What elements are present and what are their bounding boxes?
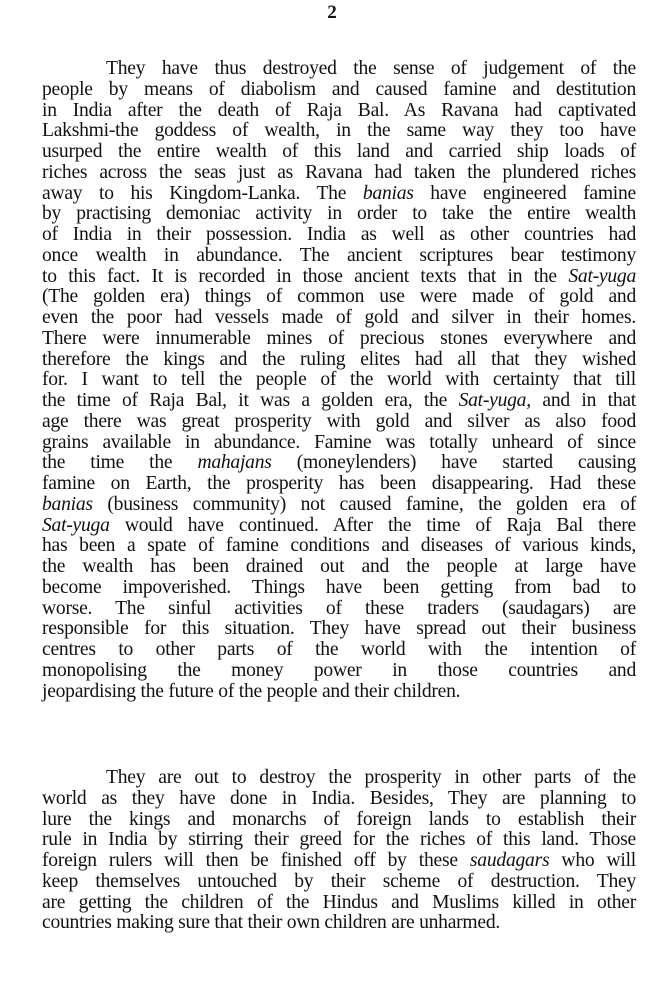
text-run: away to his Kingdom-Lanka. The <box>42 182 363 204</box>
text-run: of India in their possession. India as well as other countries had <box>42 224 636 245</box>
text-run: countries making sure that their own children are unharmed. <box>42 912 501 934</box>
text-run: foreign rulers will then be finished off by these <box>42 850 470 871</box>
text-run: the time the <box>42 452 198 474</box>
text-run: people by means of diabolism and caused famine and destitution <box>42 78 636 100</box>
text-run: therefore the kings and the ruling elites had all that they wished <box>42 348 636 370</box>
text-run: to this fact. It is recorded in those ancient texts that in the <box>42 265 569 287</box>
text-line <box>42 308 636 329</box>
text-line <box>42 350 636 371</box>
text-run: There were innumerable mines of precious stones everywhere and <box>42 327 636 349</box>
text-run: who will <box>549 850 636 871</box>
text-line <box>42 810 636 831</box>
italic-term: banias <box>362 182 414 204</box>
text-line <box>42 433 636 454</box>
text-line <box>42 163 636 184</box>
italic-term: Sat-yuga, <box>458 390 531 411</box>
text-run: usurped the entire wealth of this land and carried ship loads of <box>42 141 636 162</box>
text-run: They have thus destroyed the sense of judgement of the <box>106 58 636 79</box>
text-run: They are out to destroy the prosperity in other parts of the <box>106 767 636 788</box>
text-run: once wealth in abundance. The ancient scriptures bear testimony <box>42 244 636 266</box>
text-line <box>42 557 636 578</box>
text-line <box>42 495 636 516</box>
text-run: (The golden era) things of common use were made of gold and <box>42 286 636 308</box>
italic-term: saudagars <box>469 850 550 871</box>
text-line <box>42 768 636 789</box>
text-run: would have continued. After the time of Raja Bal there <box>109 514 636 536</box>
text-line <box>42 329 636 350</box>
italic-term: Sat-yuga <box>42 514 110 536</box>
text-line <box>42 830 636 851</box>
text-run: jeopardising the future of the people and their children. <box>42 680 461 702</box>
italic-term: banias <box>42 493 93 515</box>
text-run: are getting the children of the Hindus and Muslims killed in other <box>42 891 636 913</box>
text-line <box>42 578 636 599</box>
text-line <box>42 225 636 246</box>
text-line <box>42 682 636 703</box>
text-line <box>42 121 636 142</box>
text-run: age there was great prosperity with gold and silver as also food <box>42 410 636 432</box>
text-line <box>42 287 636 308</box>
text-run: centres to other parts of the world with the intention of <box>42 639 636 660</box>
text-line <box>42 391 636 412</box>
text-run: the time of Raja Bal, it was a golden era, the <box>42 390 459 411</box>
text-run: (moneylenders) have started causing <box>271 452 636 474</box>
text-run: (business community) not caused famine, the golden era of <box>92 493 636 515</box>
text-run: famine on Earth, the prosperity has been disappearing. Had these <box>42 473 636 494</box>
text-line <box>42 516 636 537</box>
text-run: lure the kings and monarchs of foreign lands to establish their <box>42 808 636 830</box>
text-run: rule in India by stirring their greed for the riches of this land. Those <box>42 829 636 851</box>
paragraph-2 <box>42 768 636 934</box>
italic-term: mahajans <box>197 452 272 474</box>
text-line <box>42 474 636 495</box>
text-line <box>42 789 636 810</box>
text-line <box>42 142 636 163</box>
italic-term: Sat-yuga <box>568 265 636 287</box>
text-line <box>42 204 636 225</box>
text-run: the wealth has been drained out and the people at large have <box>42 556 636 577</box>
text-line <box>42 619 636 640</box>
text-line <box>42 599 636 620</box>
text-run: by practising demoniac activity in order to take the entire wealth <box>42 203 636 225</box>
text-line <box>42 536 636 557</box>
text-line <box>42 412 636 433</box>
text-line <box>42 184 636 205</box>
text-run: for. I want to tell the people of the world with certainty that till <box>42 369 636 391</box>
text-run: become impoverished. Things have been getting from bad to <box>42 576 636 598</box>
text-run: even the poor had vessels made of gold and silver in their homes. <box>42 307 636 328</box>
text-run: responsible for this situation. They have spread out their business <box>42 618 636 640</box>
text-line <box>42 640 636 661</box>
text-line <box>42 893 636 914</box>
text-run: world as they have done in India. Besides, They are planning to <box>42 787 636 809</box>
text-run: keep themselves untouched by their scheme of destruction. They <box>42 870 636 892</box>
text-run: monopolising the money power in those countries and <box>42 659 636 681</box>
text-line <box>42 267 636 288</box>
text-run: Lakshmi-the goddess of wealth, in the same way they too have <box>42 120 636 142</box>
text-line <box>42 370 636 391</box>
text-run: has been a spate of famine conditions and diseases of various kinds, <box>42 535 636 557</box>
text-line <box>42 872 636 893</box>
text-run: grains available in abundance. Famine was totally unheard of since <box>42 431 636 453</box>
text-line <box>42 59 636 80</box>
text-line <box>42 246 636 267</box>
text-line <box>42 851 636 872</box>
paragraph-1 <box>42 59 636 702</box>
text-run: riches across the seas just as Ravana had taken the plundered riches <box>42 161 636 183</box>
text-line <box>42 661 636 682</box>
text-line <box>42 913 636 934</box>
page-number: 2 <box>327 2 337 23</box>
text-line <box>42 101 636 122</box>
text-run: have engineered famine <box>413 182 636 204</box>
text-run: worse. The sinful activities of these traders (saudagars) are <box>42 597 636 619</box>
text-line <box>42 80 636 101</box>
text-line <box>42 453 636 474</box>
text-run: and in that <box>530 390 637 411</box>
text-run: in India after the death of Raja Bal. As Ravana had captivated <box>42 99 636 121</box>
